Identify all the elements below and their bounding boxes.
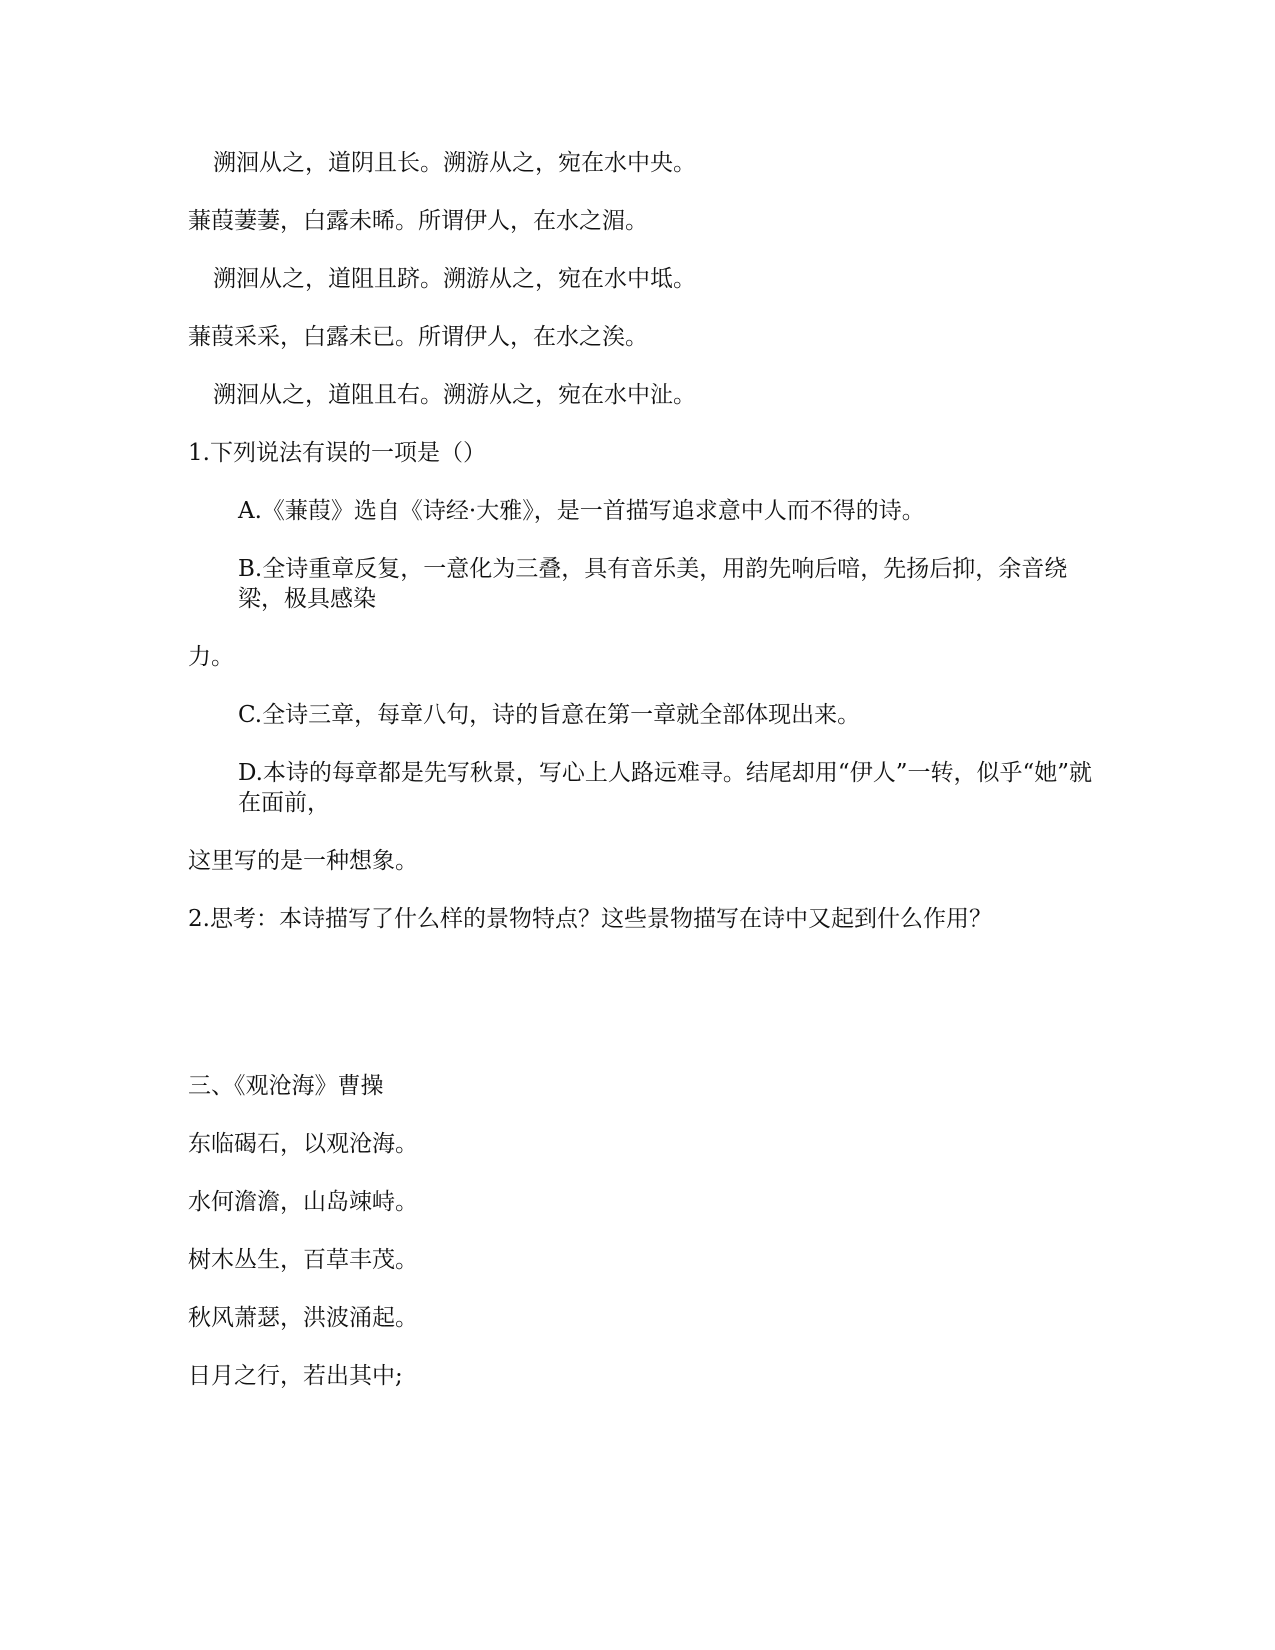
poem-line: 蒹葭采采，白露未已。所谓伊人，在水之涘。 (188, 324, 648, 350)
poem-line: 树木丛生，百草丰茂。 (188, 1247, 418, 1273)
poem-line: 溯洄从之，道阻且跻。溯游从之，宛在水中坻。 (213, 266, 696, 292)
poem-line: 日月之行，若出其中; (188, 1363, 403, 1389)
question-2-stem: 2.思考：本诗描写了什么样的景物特点？这些景物描写在诗中又起到什么作用？ (188, 906, 992, 932)
poem-line: 水何澹澹，山岛竦峙。 (188, 1189, 418, 1215)
poem-line: 秋风萧瑟，洪波涌起。 (188, 1305, 418, 1331)
question-1-option-d (238, 758, 1093, 818)
option-d-text: D.本诗的每章都是先写秋景，写心上人路远难寻。结尾却用“伊人”一转，似乎“她”就在面前， (238, 760, 1092, 816)
question-1-option-c: C.全诗三章，每章八句，诗的旨意在第一章就全部体现出来。 (238, 702, 861, 728)
question-1-option-d-continued: 这里写的是一种想象。 (188, 848, 418, 874)
section-3-heading: 三、《观沧海》曹操 (188, 1073, 384, 1099)
question-1-option-a: A.《蒹葭》选自《诗经·大雅》，是一首描写追求意中人而不得的诗。 (238, 498, 925, 524)
poem-line: 溯洄从之，道阴且长。溯游从之，宛在水中央。 (213, 150, 696, 176)
question-1-option-b (238, 554, 1093, 614)
question-1-option-b-continued: 力。 (188, 644, 234, 670)
poem-line: 东临碣石，以观沧海。 (188, 1131, 418, 1157)
poem-line: 蒹葭萋萋，白露未晞。所谓伊人，在水之湄。 (188, 208, 648, 234)
option-b-text: B.全诗重章反复，一意化为三叠，具有音乐美，用韵先响后喑，先扬后抑，余音绕梁，极具感染 (238, 556, 1068, 612)
question-1-stem: 1.下列说法有误的一项是（） (188, 440, 486, 466)
poem-line: 溯洄从之，道阻且右。溯游从之，宛在水中沚。 (213, 382, 696, 408)
